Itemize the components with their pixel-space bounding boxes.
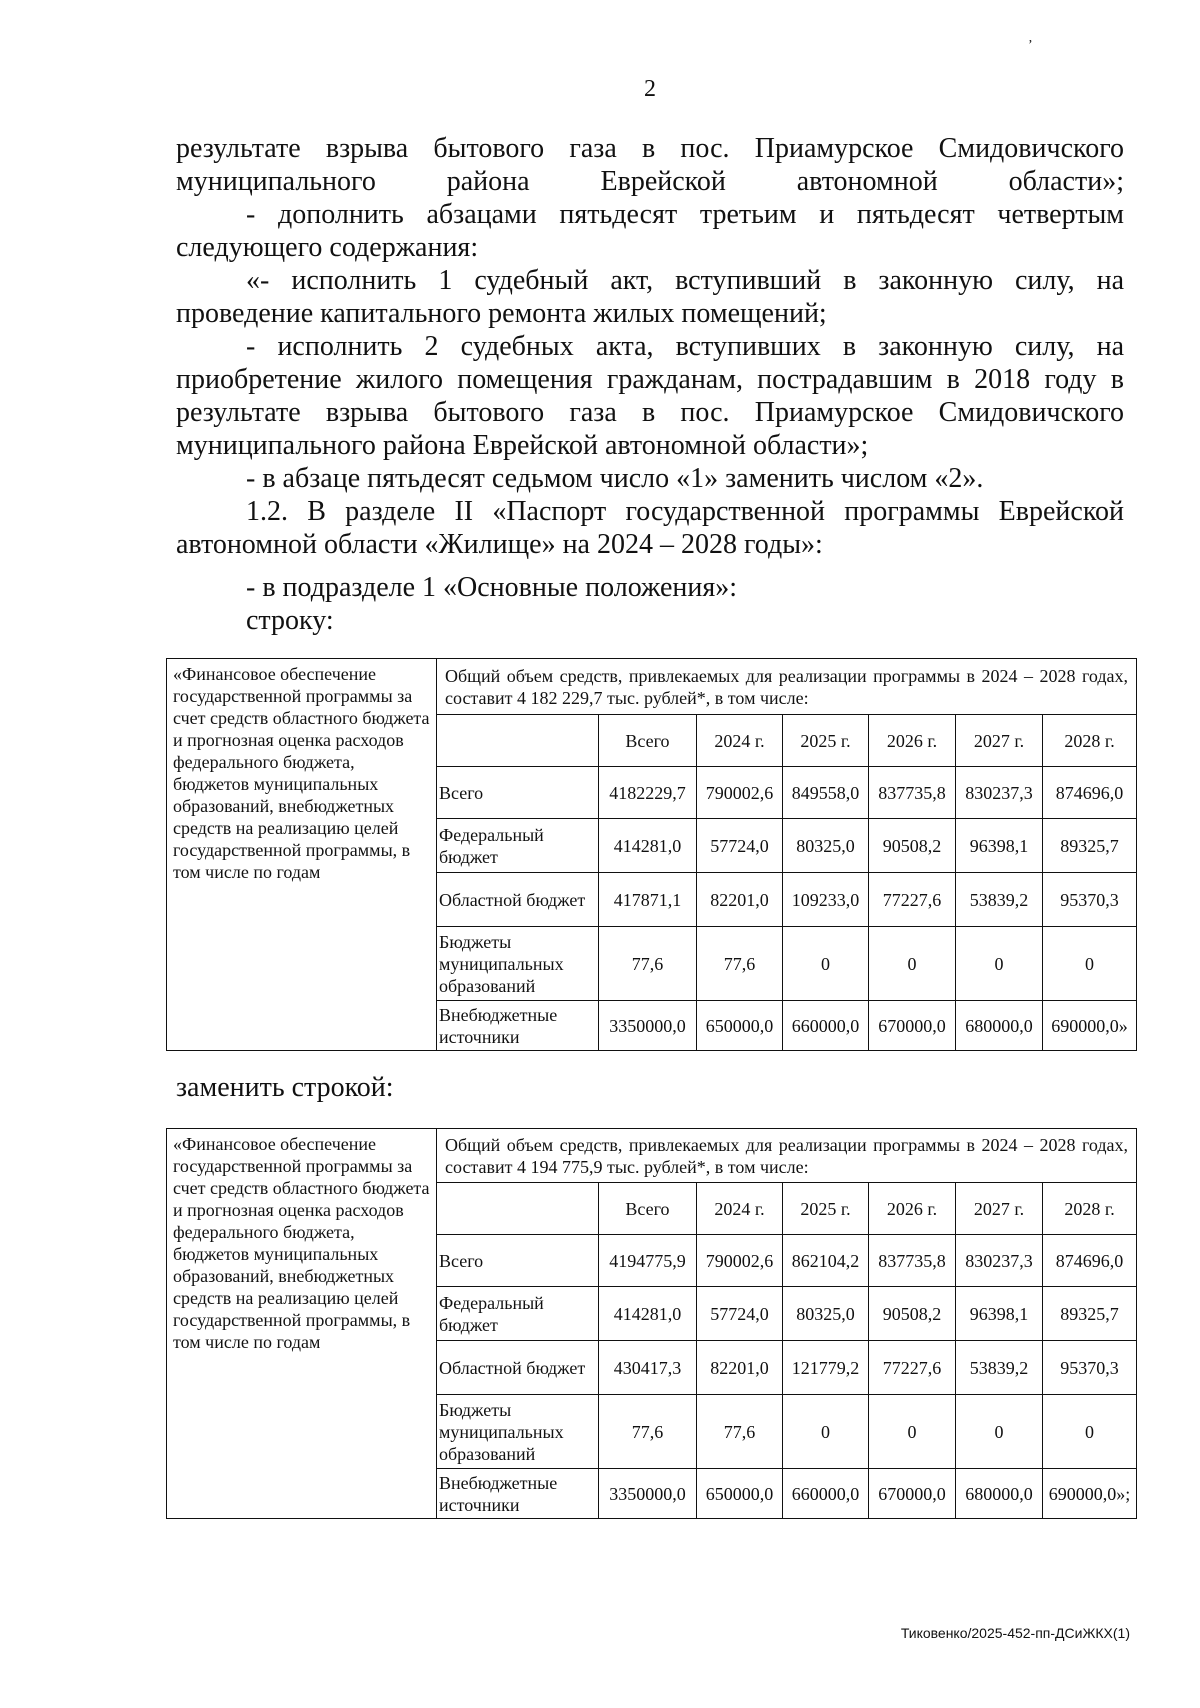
page-number: 2	[644, 76, 656, 102]
bullet-line: строку:	[246, 605, 334, 636]
cell-2026: 90508,2	[869, 1287, 956, 1341]
paragraph-replace-number: - в абзаце пятьдесят седьмом число «1» заменить числом «2».	[246, 463, 984, 494]
header-2024: 2024 г.	[697, 1183, 783, 1235]
cell-2027: 0	[956, 1395, 1043, 1469]
cell-2028: 690000,0»;	[1043, 1469, 1137, 1519]
subsection-bullets	[176, 571, 1124, 637]
cell-total: 3350000,0	[599, 1469, 697, 1519]
header-2028: 2028 г.	[1043, 715, 1137, 767]
cell-2025: 80325,0	[783, 819, 869, 873]
cell-2025: 0	[783, 1395, 869, 1469]
header-2026: 2026 г.	[869, 715, 956, 767]
cell-2028: 95370,3	[1043, 1341, 1137, 1395]
funding-intro: Общий объем средств, привлекаемых для реализации программы в 2024 – 2028 годах, составит 4 182 229,7 тыс. рублей*, в том числе:	[437, 659, 1137, 715]
cell-2028: 95370,3	[1043, 873, 1137, 927]
paragraph-quote-1: «- исполнить 1 судебный акт, вступивший в законную силу, на проведение капитального ремонта жилых помещений;	[176, 265, 1124, 329]
cell-2026: 837735,8	[869, 1235, 956, 1287]
row-label: Бюджеты муниципальных образований	[437, 1395, 599, 1469]
cell-2027: 830237,3	[956, 767, 1043, 819]
row-label: Всего	[437, 1235, 599, 1287]
cell-2025: 80325,0	[783, 1287, 869, 1341]
cell-2027: 53839,2	[956, 1341, 1043, 1395]
cell-total: 77,6	[599, 1395, 697, 1469]
header-total: Всего	[599, 715, 697, 767]
cell-2027: 0	[956, 927, 1043, 1001]
funding-description: «Финансовое обеспечение государственной программы за счет средств областного бюджета и прогнозная оценка расходов федерального бюджета, бюджетов муниципальных образований, внебюджетных средств на реализацию целей государственной программы, в том числе по годам	[167, 1129, 437, 1519]
cell-2024: 77,6	[697, 1395, 783, 1469]
cell-2025: 862104,2	[783, 1235, 869, 1287]
cell-2024: 650000,0	[697, 1001, 783, 1051]
cell-2027: 680000,0	[956, 1469, 1043, 1519]
cell-2024: 82201,0	[697, 873, 783, 927]
cell-2028: 874696,0	[1043, 767, 1137, 819]
cell-2028: 89325,7	[1043, 819, 1137, 873]
cell-2025: 109233,0	[783, 873, 869, 927]
header-2026: 2026 г.	[869, 1183, 956, 1235]
cell-2026: 0	[869, 927, 956, 1001]
cell-2027: 53839,2	[956, 873, 1043, 927]
header-blank	[437, 1183, 599, 1235]
funding-intro: Общий объем средств, привлекаемых для реализации программы в 2024 – 2028 годах, составит 4 194 775,9 тыс. рублей*, в том числе:	[437, 1129, 1137, 1183]
header-2027: 2027 г.	[956, 1183, 1043, 1235]
cell-2028: 0	[1043, 927, 1137, 1001]
cell-2027: 680000,0	[956, 1001, 1043, 1051]
cell-2027: 96398,1	[956, 819, 1043, 873]
cell-2027: 830237,3	[956, 1235, 1043, 1287]
row-label: Внебюджетные источники	[437, 1001, 599, 1051]
cell-2028: 874696,0	[1043, 1235, 1137, 1287]
header-2025: 2025 г.	[783, 1183, 869, 1235]
cell-2026: 90508,2	[869, 819, 956, 873]
cell-2026: 837735,8	[869, 767, 956, 819]
new-funding-table	[166, 1128, 1137, 1519]
header-2028: 2028 г.	[1043, 1183, 1137, 1235]
cell-total: 414281,0	[599, 1287, 697, 1341]
cell-total: 417871,1	[599, 873, 697, 927]
cell-2025: 849558,0	[783, 767, 869, 819]
row-label: Областной бюджет	[437, 1341, 599, 1395]
cell-2028: 690000,0»	[1043, 1001, 1137, 1051]
cell-2024: 790002,6	[697, 1235, 783, 1287]
row-label: Федеральный бюджет	[437, 819, 599, 873]
cell-2028: 0	[1043, 1395, 1137, 1469]
old-funding-table	[166, 658, 1137, 1051]
cell-2026: 0	[869, 1395, 956, 1469]
cell-2025: 0	[783, 927, 869, 1001]
header-2027: 2027 г.	[956, 715, 1043, 767]
cell-2024: 77,6	[697, 927, 783, 1001]
header-blank	[437, 715, 599, 767]
paragraph-section-1-2: 1.2. В разделе II «Паспорт государственной программы Еврейской автономной области «Жилище» на 2024 – 2028 годы»:	[176, 496, 1124, 560]
cell-2025: 660000,0	[783, 1469, 869, 1519]
row-label: Областной бюджет	[437, 873, 599, 927]
cell-2024: 57724,0	[697, 1287, 783, 1341]
cell-2025: 121779,2	[783, 1341, 869, 1395]
scan-mark: ’	[1028, 38, 1033, 53]
header-total: Всего	[599, 1183, 697, 1235]
cell-total: 430417,3	[599, 1341, 697, 1395]
row-label: Федеральный бюджет	[437, 1287, 599, 1341]
cell-total: 3350000,0	[599, 1001, 697, 1051]
cell-2027: 96398,1	[956, 1287, 1043, 1341]
row-label: Всего	[437, 767, 599, 819]
replace-label: заменить строкой:	[176, 1072, 394, 1103]
cell-2026: 77227,6	[869, 1341, 956, 1395]
paragraph-continuation: результате взрыва бытового газа в пос. Приамурское Смидовичского муниципального района Еврейской автономной области»;	[176, 133, 1124, 197]
cell-2024: 82201,0	[697, 1341, 783, 1395]
cell-2026: 670000,0	[869, 1469, 956, 1519]
cell-total: 4182229,7	[599, 767, 697, 819]
cell-2028: 89325,7	[1043, 1287, 1137, 1341]
cell-2026: 670000,0	[869, 1001, 956, 1051]
funding-description: «Финансовое обеспечение государственной программы за счет средств областного бюджета и прогнозная оценка расходов федерального бюджета, бюджетов муниципальных образований, внебюджетных средств на реализацию целей государственной программы, в том числе по годам	[167, 659, 437, 1051]
row-label: Бюджеты муниципальных образований	[437, 927, 599, 1001]
header-2025: 2025 г.	[783, 715, 869, 767]
cell-2026: 77227,6	[869, 873, 956, 927]
bullet-subsection: - в подразделе 1 «Основные положения»:	[246, 572, 738, 603]
paragraph-amend: - дополнить абзацами пятьдесят третьим и пятьдесят четвертым следующего содержания:	[176, 199, 1124, 263]
document-footer-id: Тиковенко/2025-452-пп-ДСиЖКХ(1)	[900, 1625, 1130, 1641]
row-label: Внебюджетные источники	[437, 1469, 599, 1519]
document-body	[176, 132, 1124, 637]
cell-2024: 790002,6	[697, 767, 783, 819]
cell-total: 414281,0	[599, 819, 697, 873]
cell-total: 77,6	[599, 927, 697, 1001]
paragraph-quote-2: - исполнить 2 судебных акта, вступивших в законную силу, на приобретение жилого помещения гражданам, пострадавшим в 2018 году в результате взрыва бытового газа в пос. Приамурское Смидовичского муниципального района Еврейской автономной области»;	[176, 331, 1124, 461]
cell-2024: 650000,0	[697, 1469, 783, 1519]
header-2024: 2024 г.	[697, 715, 783, 767]
cell-2024: 57724,0	[697, 819, 783, 873]
cell-2025: 660000,0	[783, 1001, 869, 1051]
cell-total: 4194775,9	[599, 1235, 697, 1287]
